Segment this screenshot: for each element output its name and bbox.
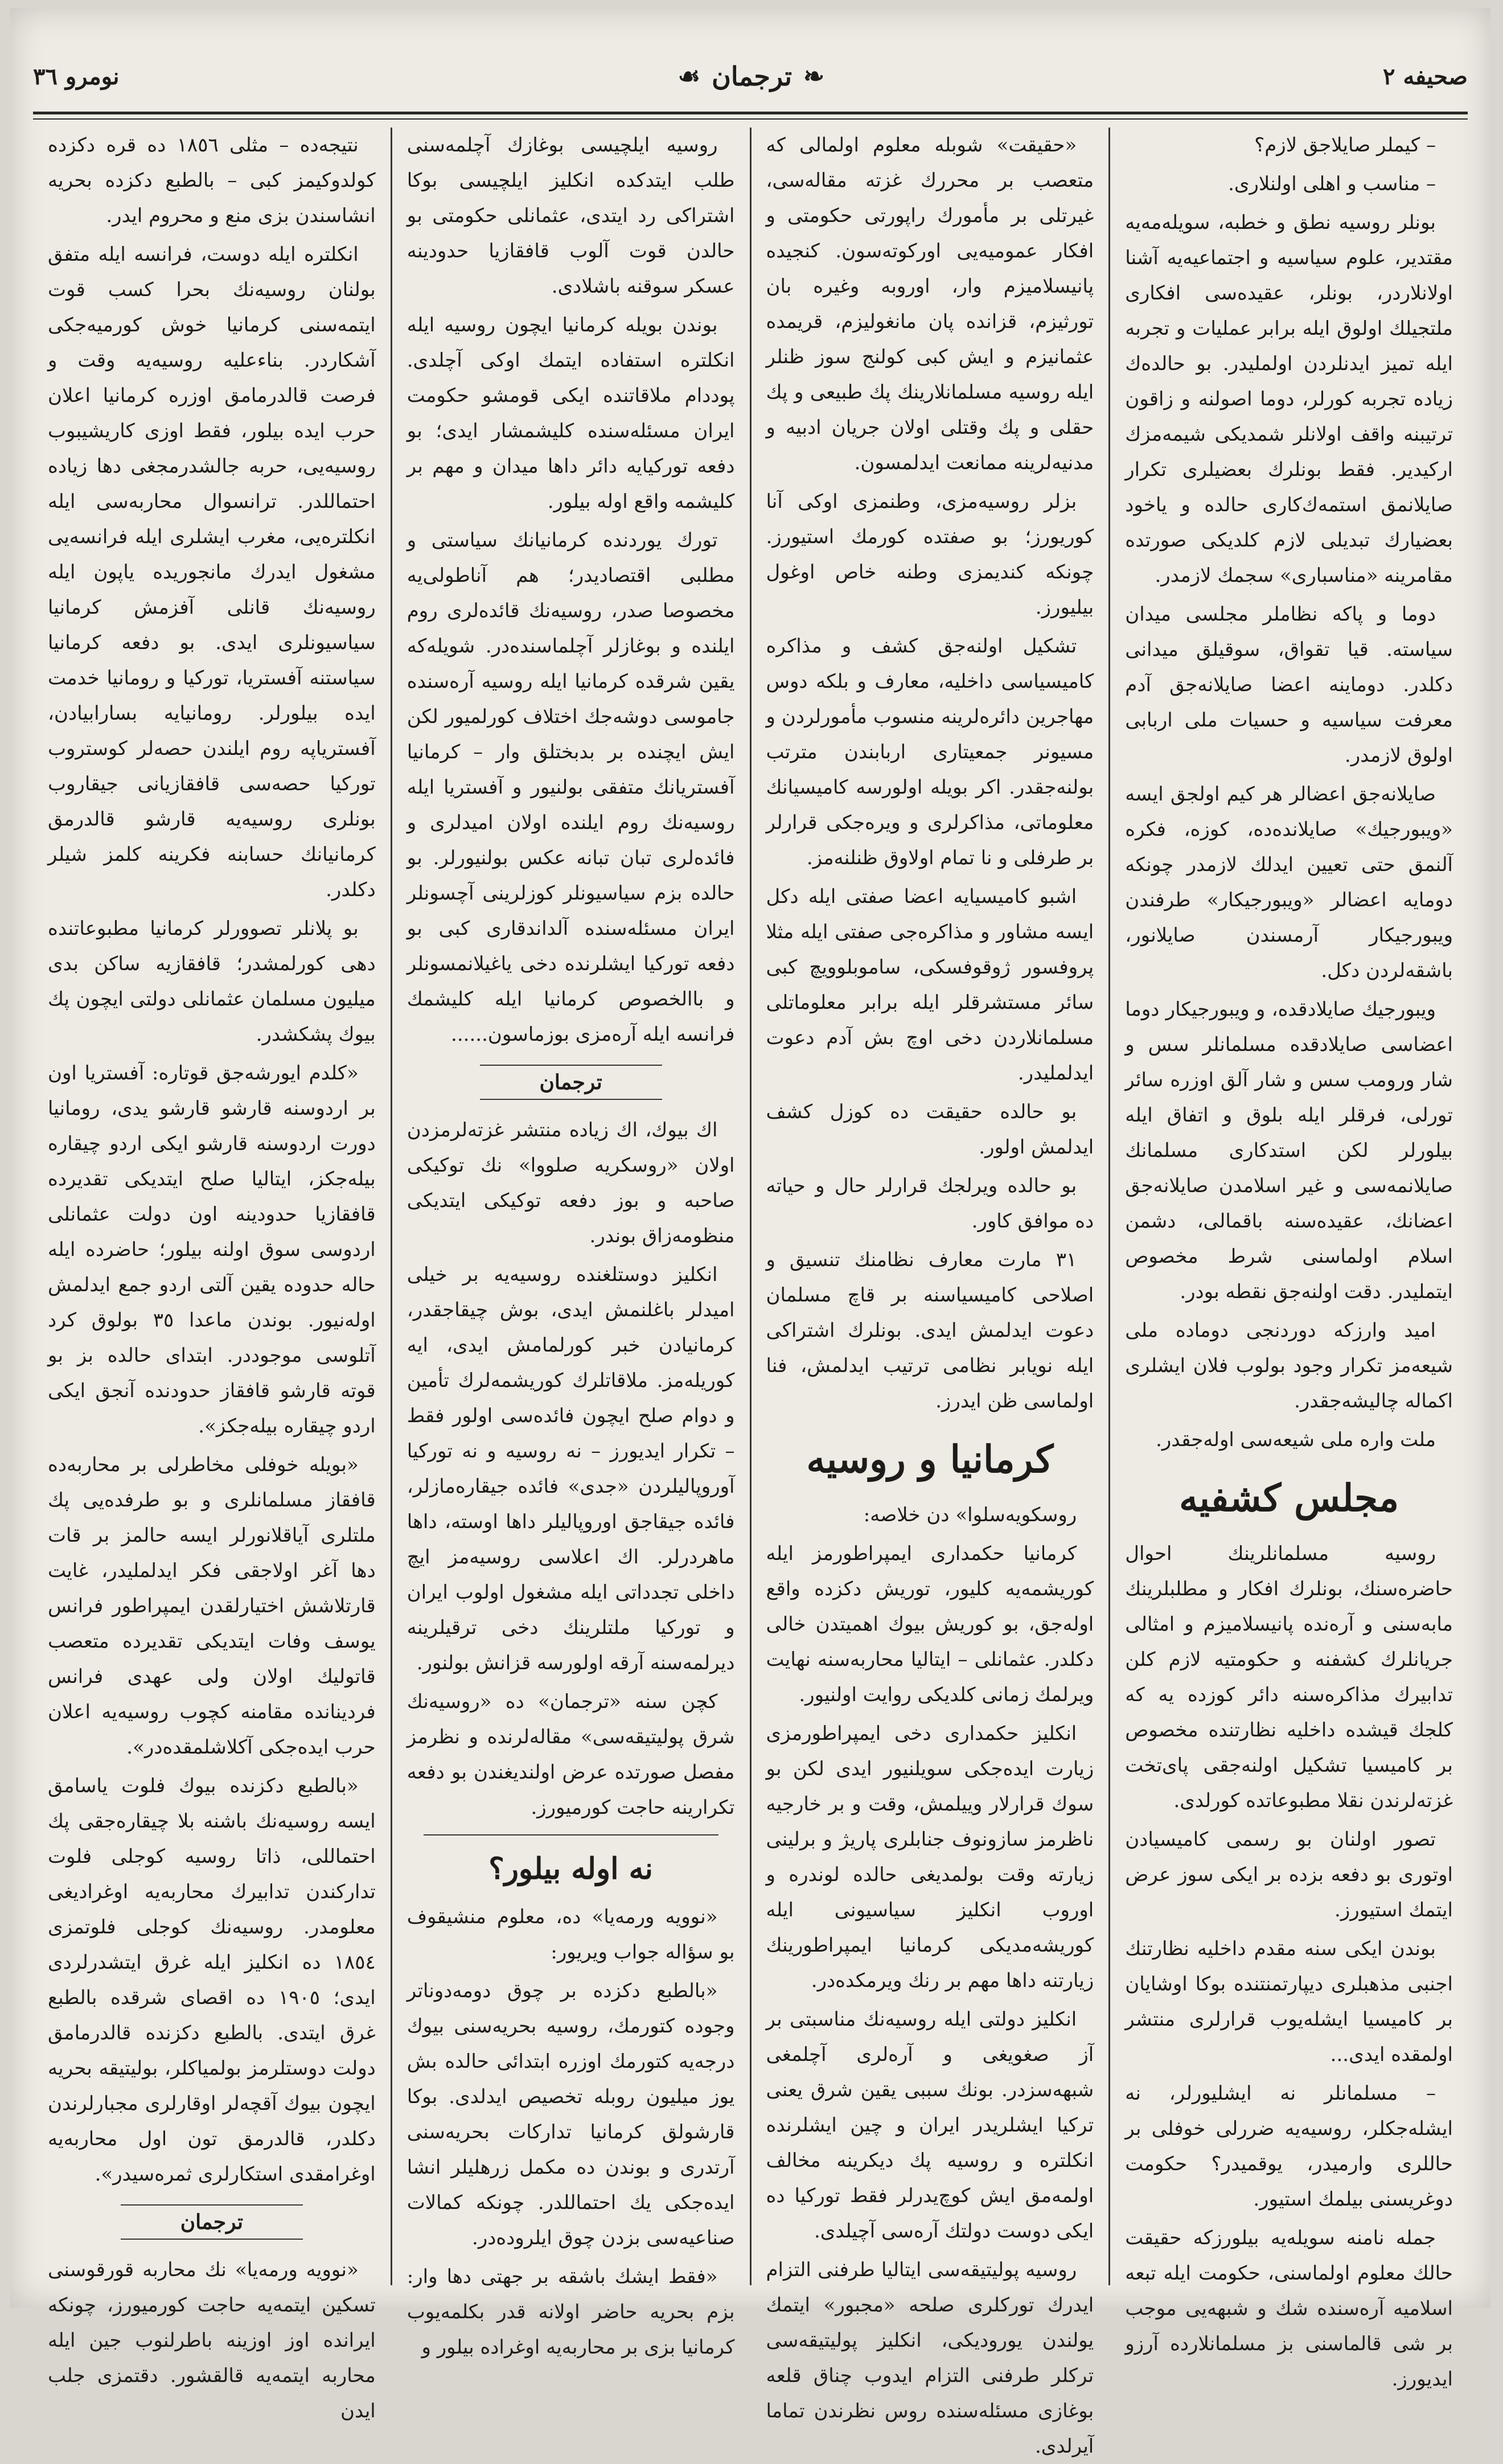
- col1-block-a: [1125, 128, 1453, 1457]
- paragraph: روسكويه‌سلوا» دن خلاصه:: [863, 1504, 1077, 1526]
- paragraph: «بالطبع دكزنده بيوك فلوت ياسامق ايسه روسيه‌نك باشنه بلا چيقاره‌جقى پك احتماللى، ذاتا روسيه كوجلى فلوت تداركندن تدابيرك محاربه‌يه اوغراديغى معلومدر. روسيه‌نك كوجلى فلوتمزى ١٨٥٤ ده انكليز ايله غرق ايتشدرلردى ايدى؛ ١٩٠٥ ده اقصاى شرقده بالطبع غرق ايتدى. بالطبع دكزنده قالدرمامق دولت دوستلرمز بولمياكلر، بوليتيقه بحريه ايچون بيوك آقچه‌لر اوقارلرى مجبارلرندن دكلدر، قالدرمق تون اول محاربه‌يه اوغرامقدى استكارلرى ثمره‌سيدر».: [48, 1775, 376, 2186]
- paragraph: «بالطبع دكزده بر چوق دومه‌دوناتر وجوده كتورمك، روسيه بحريه‌سنى بيوك درجه‌يه كتورمك اوزره ابتدائى حالده بش يوز ميليون روبله تخصيص ايدلدى. بوكا قارشولق كرمانيا تداركات بحريه‌سنى آرتدرى و بوندن ده مكمل زرهليلر انشا ايده‌جكى يك احتماللدر. چونكه كمالات صناعيه‌سى بزدن چوق ايلروده‌در.: [406, 1980, 735, 2249]
- paragraph: انكليز دولتى ايله روسيه‌نك مناسبتى بر آز صغويغى و آره‌لرى آچلمغى شبهه‌سزدر. بونك سببى يقين شرق يعنى تركيا ايشلريدر ايران و چين ايشلرنده انكلتره و روسيه پك ديكرينه مخالف اولمه‌مق ايش كوچ‌يدرلر فقط توركيا ده ايكى دوست دولتك آره‌سى آچيلدى.: [766, 2008, 1094, 2243]
- paragraph: جمله نامنه سويله‌يه بيلورزكه حقيقت حالك معلوم اولماسنى، حكومت ايله تبعه اسلاميه آره‌سنده شك و شبهه‌يى موجب بر شى قالماسنى بز مسلمانلارده آرزو ايديورز.: [1125, 2227, 1453, 2391]
- column-3: [391, 128, 750, 2359]
- paragraph: صايلانه‌جق اعضالر هر كيم اولجق ايسه «ويبورجيك» صايلانده‌ده، كوزه، فكره آلنمق حتى تعيين ايدلك لازمدر چونكه دومايه اعضالر «ويبورجيكار» طرفندن ويبورجيكار آرمسندن صايلانور، باشقه‌لردن دكل.: [1125, 783, 1453, 982]
- column-2: [750, 128, 1109, 2458]
- paragraph: روسيه ايلچيسى بوغازك آچلمه‌سنى طلب ايتدكده انكليز ايلچيسى بوكا اشتراكى رد ايتدى، عثمانلى حكومتى بو حالدن قوت آلوب قافقازيا حدودينه عسكر سوقنه باشلادى.: [406, 134, 735, 298]
- paragraph: كرمانيا حكمدارى ايمپراطورمز ايله كوريشمه‌يه كليور، توريش دكزده واقع اوله‌جق، بو كوريش بيوك اهميتدن خالى دكلدر. عثمانلى – ايتاليا محاربه‌سنه نهايت ويرلمك زمانى كلديكى روايت اولنيور.: [766, 1542, 1094, 1706]
- paragraph: – مسلمانلر نه ايشليورلر، نه ايشله‌جكلر، روسيه‌يه ضررلى خوفلى بر حاللرى وارميدر، يوقميدر؟ حكومت دوغريسنى بيلمك استيور.: [1125, 2082, 1453, 2211]
- col3-block-b: [407, 1112, 735, 1825]
- paragraph: تشكيل اولنه‌جق كشف و مذاكره كاميسياسى داخليه، معارف و بلكه دوس مهاجرين دائره‌لرينه منسوب مأمورلردن و مسيونر جمعيتارى اربابندن مترتب بولنه‌جقدر. اكر بويله اولورسه كاميسيانك معلوماتى، مذاكرلرى و ويره‌جكى قرارلر بر طرفلى و نا تمام اولاوق ظنلنه‌مز.: [766, 635, 1094, 869]
- columns: [33, 128, 1468, 2458]
- paragraph: ملت واره ملى شيعه‌سى اوله‌جقدر.: [1156, 1428, 1436, 1451]
- col3-block-c: [407, 1899, 735, 2365]
- paragraph: اشبو كاميسيايه اعضا صفتى ايله دكل ايسه مشاور و مذاكره‌جى صفتى ايله مثلا پروفسور ژوقوفسكى، ساموبلوويچ كبى سائر مستشرقلر ايله برابر معلوماتلى مسلمانلاردن دخى اوچ بش آدم دعوت ايدلمليدر.: [766, 885, 1094, 1085]
- paragraph: – مناسب و اهلى اولنلارى.: [1228, 173, 1436, 195]
- paragraph: انكلتره ايله دوست، فرانسه ايله متفق بولنان روسيه‌نك بحرا كسب قوت ايتمه‌سنى كرمانيا خوش كورميه‌جكى آشكاردر. بناءعليه روسيه‌يه وقت و فرصت قالدرمامق اوزره كرمانيا اعلان حرب ايده بيلور، فقط اوزى كاريشيبوب روسيه‌يى، حربه جالشدرمجغى دها زياده احتماللدر. ترانسوال محاربه‌سى ايله انكلتره‌يى، مغرب ايشلرى ايله فرانسه‌يى مشغول ايدرك مانجوريده ياپون ايله روسيه‌نك قانلى آفزمش كرمانيا سياسيونلرى ايدى. بو دفعه كرمانيا سياستنه آفستريا، توركيا و رومانيا خدمت ايده بيلورلر. رومانيايه بسارابيادن، آفسترياپه روم ايلندن حصه‌لر كوستروب توركيا حصه‌سى قافقازيانى جيقاروب بونلرى روسيه‌يه قارشو قالدرمق كرمانيانك حسابنه فكرينه كلمز شيلر دكلدر.: [48, 243, 376, 901]
- paragraph: «كلدم ايورشه‌جق قوتاره: آفستريا اون بر اردوسنه قارشو قارشو يدى، رومانيا دورت اردوسنه قارشو ايكى اردو چيقاره بيله‌جكز، ايتاليا صلح ايتديكى تقديرده قافقازيا حدودينه اون دولت عثمانلى اردوسى سوق اولنه بيلور؛ حاضرده ايله حاله حدوده يقين آلتى اردو جمع ايدلمش اوله‌نيور. بوندن ماعدا ٣٥ بولوق كرد آتلوسى موجوددر. ابتداى حالده بز بو قوته قارشو قافقاز حدودنده آنجق ايكى اردو چيقاره بيله‌جكز».: [48, 1062, 376, 1438]
- paragraph: «بويله خوفلى مخاطرلى بر محاربه‌ده قافقاز مسلمانلرى و بو طرفده‌يى پك ملتلرى آياقلانورلر ايسه حالمز بر قات دها آغر اولاجقى فكر ايدلمليدر، غايت قارتلاشش اختيارلقدن ايمپراطور فرانس يوسف وفات ايتديكى تقديرده متعصب قاتوليك اولان ولى عهدى فرانس فردينانده مقامنه كچوب روسيه‌يه اعلان حرب ايده‌جكى آكلاشلمقده‌در».: [48, 1453, 376, 1759]
- page-number-label: صحيفه ٢: [1383, 63, 1468, 90]
- paragraph: ويبورجيك صايلادقده، و ويبورجيكار دوما اعضاسى صايلادقده مسلمانلر سس و شار ورومب سس و شار آلق اوزره سائر تورلى، فرقلر ايله بلوق و اتفاق ايله بيلورلر لكن استدكارى مسلمانك صايلانمه‌سى و غير اسلامدن صايلانه‌جق اعضانك، عقيده‌سنه باقمالى، دشمن اسلام اولماسنى شرط مخصوص ايتمليدر. دقت اولنه‌جق نقطه بودر.: [1125, 998, 1453, 1303]
- paragraph: بونلر روسيه نطق و خطبه، سويله‌مه‌يه مقتدير، علوم سياسيه و اجتماعيه‌يه آشنا اولانلاردر، بونلر، عقيده‌سى افكارى ملتجيلك اولوق ايله برابر عمليات و تجربه ايله تميز ايدنلردن اولمليدر. بو حالده‌ك زياده تجربه كورلر، دوما اصولنه و زاقون ترتيبنه واقف اولانلر شمديكى شيمه‌مزك اركيدير. فقط بونلرك بعضيلرى تكرار صايلانمق استمه‌ك‌كارى حالده و ياخود بعضيارك تبديلى لازم كلديكى صورتده مقامرينه «مناسبارى» سجمك لازمدر.: [1125, 211, 1453, 587]
- article-heading: نه اوله بيلور؟: [488, 1851, 654, 1886]
- article-heading: مجلس كشفيه: [1179, 1476, 1399, 1520]
- article-heading: كرمانيا و روسيه: [806, 1437, 1054, 1481]
- paragraph: بو حالده ويرلجك قرارلر حال و حياته ده موافق كاور.: [766, 1174, 1094, 1233]
- paragraph: بزلر روسيه‌مزى، وطنمزى اوكى آنا كوريورز؛ بو صفتده كورمك استيورز. چونكه كنديمزى وطنه خاص اوغول بيليورز.: [766, 490, 1094, 619]
- paragraph: بوندن بويله كرمانيا ايچون روسيه ايله انكلتره استفاده ايتمك اوكى آچلدى. پوددام ملاقاتنده ايكى قومشو حكومت ايران مسئله‌سنده كليشمشار ايدى؛ بو دفعه توركيايه دائر داها ميدان و مهم بر كليشمه واقع اوله بيلور.: [406, 314, 735, 513]
- paragraph: نتيجه‌ده – مثلى ١٨٥٦ ده قره دكزده كولدوكيمز كبى – بالطبع دكزده بحريه انشاسندن بزى منع و محروم ايدر.: [48, 134, 376, 227]
- ornament-icon: ❧: [803, 61, 824, 91]
- paragraph: بوندن ايكى سنه مقدم داخليه نظارتنك اجنبى مذهبلرى ديپارتمنتنده بوكا اوشايان بر كاميسيا ايشله‌يوب قرارلرى منتشر اولمقده ايدى...: [1125, 1937, 1453, 2066]
- paragraph: ٣١ مارت معارف نظامنك تنسيق و اصلاحى كاميسياسنه بر قاچ مسلمان دعوت ايدلمش ايدى. بونلرك اشتراكى ايله نويابر نظامى ترتيب ايدلمش، فنا اولماسى ظن ايدرز.: [766, 1249, 1094, 1412]
- paragraph: روسيه پوليتيقه‌سى ايتاليا طرفنى التزام ايدرك توركلرى صلحه «مجبور» ايتمك يولندن يوروديكى، انكليز پوليتيقه‌سى تركلر طرفنى التزام ايدوب چناق قلعه بوغازى مسئله‌سنده روس نظرندن تماما آيرلدى.: [766, 2258, 1094, 2458]
- paragraph: بو حالده حقيقت ده كوزل كشف ايدلمش اولور.: [766, 1100, 1094, 1159]
- paragraph: تورك يوردنده كرمانيانك سياستى و مطلبى اقتصاديدر؛ هم آناطولى‌يه مخصوصا صدر، روسيه‌نك قائده‌لرى روم ايلنده و بوغازلر آچلماسنده‌در. شويله‌كه يقين شرقده كرمانيا ايله روسيه آره‌سنده جاموسى دوشه‌جك اختلاف كورلميور لكن ايش ايچنده بر بدبختلق وار – كرمانيا آفستريانك متفقى بولنيور و آفستريا ايله روسيه‌نك روم ايلنده اولان اميدلرى و فائده‌لرى تبان تبانه عكس بولنيورلر. بو حالده بزم سياسيونلر كوزلرينى آچسونلر ايران مسئله‌سنده آلداندقارى كبى بو دفعه توركيا ايشلرنده دخى ياغيلانمسونلر و باالخصوص كرمانيا ايله كليشمك فرانسه ايله آره‌مزى بوزماسون......: [406, 529, 735, 1046]
- col1-block-b: [1125, 1536, 1453, 2397]
- paragraph: اك بيوك، اك زياده منتشر غزته‌لرمزدن اولان «روسكريه صلووا» نك توكيكى صاحبه و بوز دفعه توكيكى ايتديكى منظومه‌زاق بوندر.: [406, 1119, 735, 1247]
- paragraph: كچن سنه «ترجمان» ده «روسيه‌نك شرق پوليتيقه‌سى» مقاله‌لرنده و نظرمز مفصل صورتده عرض اولنديغندن بو دفعه تكرارينه حاجت كورميورز.: [406, 1690, 735, 1819]
- column-4: [33, 128, 391, 2422]
- paragraph: – كيملر صايلاجق لازم؟: [1254, 134, 1436, 157]
- paragraph: بو پلانلر تصوورلر كرمانيا مطبوعاتنده دهى كورلمشدر؛ قافقازيه ساكن بدى ميليون مسلمان عثمانلى دولتى ايچون پك بيوك پشكشدر.: [48, 917, 376, 1046]
- masthead-title: ترجمان: [712, 61, 792, 92]
- column-1: [1108, 128, 1468, 2391]
- section-divider: [424, 1834, 718, 1835]
- col2-block-b: [766, 1497, 1094, 2464]
- paragraph: تصور اولنان بو رسمى كاميسيادن اوتورى بو دفعه بزده بر ايكى سوز عرض ايتمك استيورز.: [1125, 1828, 1453, 1921]
- paragraph: انكليز حكمدارى دخى ايمپراطورمزى زيارت ايده‌جكى سويلنيور ايدى لكن بو سوك قرارلار وييلمش، وقت و بر خارجيه ناظرمز سازونوف جنابلرى پاريژ و برلينى زيارته وقت بولمديغى حالده لوندره و اوروب انكليز سياسيونى ايله كوريشه‌مديكى كرمانيا ايمپراطورينك زيارتنه داها مهم بر رنك ويرمكده‌در.: [766, 1722, 1094, 1992]
- masthead: [678, 61, 824, 92]
- paragraph: «نوويه ورمه‌يا» ده، معلوم منشيقوف بو سؤاله جواب ويريور:: [406, 1906, 735, 1964]
- paragraph: انكليز دوستلغنده روسيه‌يه بر خيلى اميدلر باغلنمش ايدى، بوش چيقاجقدر، كرمانيادن خبر كورلمامش ايدى، ايه كوريله‌مز. ملاقاتلرك كوريشمه‌لرك تأمين و دوام صلح ايچون فائده‌سى اولور فقط – تكرار ايديورز – نه روسيه و نه توركيا آوروپاليلردن «جدى» فائده جيقاره‌مازلر، فائده جيقاجق اوروپاليلر داها اوسته، داها ماهردرلر. اك اعلاسى روسيه‌مز ايچ داخلى تجدداتى ايله مشغول اولوب ايران و توركيا ملتلرينك دخى ترقيلرينه ديرلمه‌سنه آرقه اولورسه قزانش بولنور.: [406, 1263, 735, 1674]
- ornament-icon: ☙: [677, 61, 701, 91]
- paragraph: «حقيقت» شوبله معلوم اولمالى كه متعصب بر محررك غزته مقاله‌سى، غيرتلى بر مأمورك راپورتى حكومتى و افكار عموميه‌يى اوركوته‌سون. كنجيده پانيسلاميزم وار، اوروبه وغيره بان تورثيزم، قزانده پان مانغوليزم، قريمده عثمانيزم و ايش كبى كولنج سوز ظنلر ايله روسيه مسلمانلارينك پك طبيعى و پك حقلى و پك وقتلى اولان جريان ادبيه و مدنيه‌لرينه ممانعت ايدلمسون.: [766, 134, 1094, 474]
- col4-block-a: [48, 128, 376, 2192]
- section-box-heading: ترجمان: [480, 1065, 662, 1100]
- paragraph: دوما و پاكه نظاملر مجلسى ميدان سياسته. قيا تقواق، سوقيلق ميدانى دكلدر. دوماينه اعضا صايلانه‌جق آدم معرفت سياسيه و حسيات ملى اربابى اولوق لازمدر.: [1125, 603, 1453, 767]
- paragraph: اميد وارزكه دوردنجى دوماده ملى شيعه‌مز تكرار وجود بولوب فلان ايشلرى اكماله چاليشه‌جقدر.: [1125, 1319, 1453, 1412]
- newspaper-page: [10, 8, 1490, 2458]
- section-box-heading: ترجمان: [121, 2204, 303, 2240]
- header-rule: [33, 112, 1468, 114]
- header-rule-thin: [33, 118, 1468, 120]
- page-header: [33, 42, 1468, 110]
- col2-block-a: [766, 128, 1094, 1419]
- issue-number-label: نومرو ٣٦: [33, 63, 120, 90]
- col3-block-a: [407, 128, 735, 1052]
- col4-block-b: [48, 2252, 376, 2429]
- paragraph: «فقط ايشك باشقه بر جهتى دها وار: بزم بحريه حاضر اولانه قدر بكلمه‌يوب كرمانيا بزى بر محاربه‌يه اوغراده بيلور و: [406, 2265, 735, 2359]
- paragraph: روسيه مسلمانلرينك احوال حاضره‌سنك، بونلرك افكار و مطلبلرينك مابه‌سنى و آره‌نده پانيسلاميزم و امثالى جريانلرك كشفنه و حكومتيه لازم كلن تدابيرك مذاكره‌سنه دائر كوزده يه كه كلجك قيشده داخليه نظارتنده مخصوص بر كاميسيا تشكيل اولنه‌جقى پاى‌تخت غزته‌لرندن نقلا مطبوعاتده كورلدى.: [1125, 1542, 1453, 1812]
- paragraph: «نوويه ورمه‌يا» نك محاربه قورقوسنى تسكين ايتمه‌يه حاجت كورميورز، چونكه ايرانده اوز اوزينه باطرلنوب جين ايله محاربه ايتمه‌يه قالقشور. دقتمزى جلب ايدن: [48, 2258, 376, 2422]
